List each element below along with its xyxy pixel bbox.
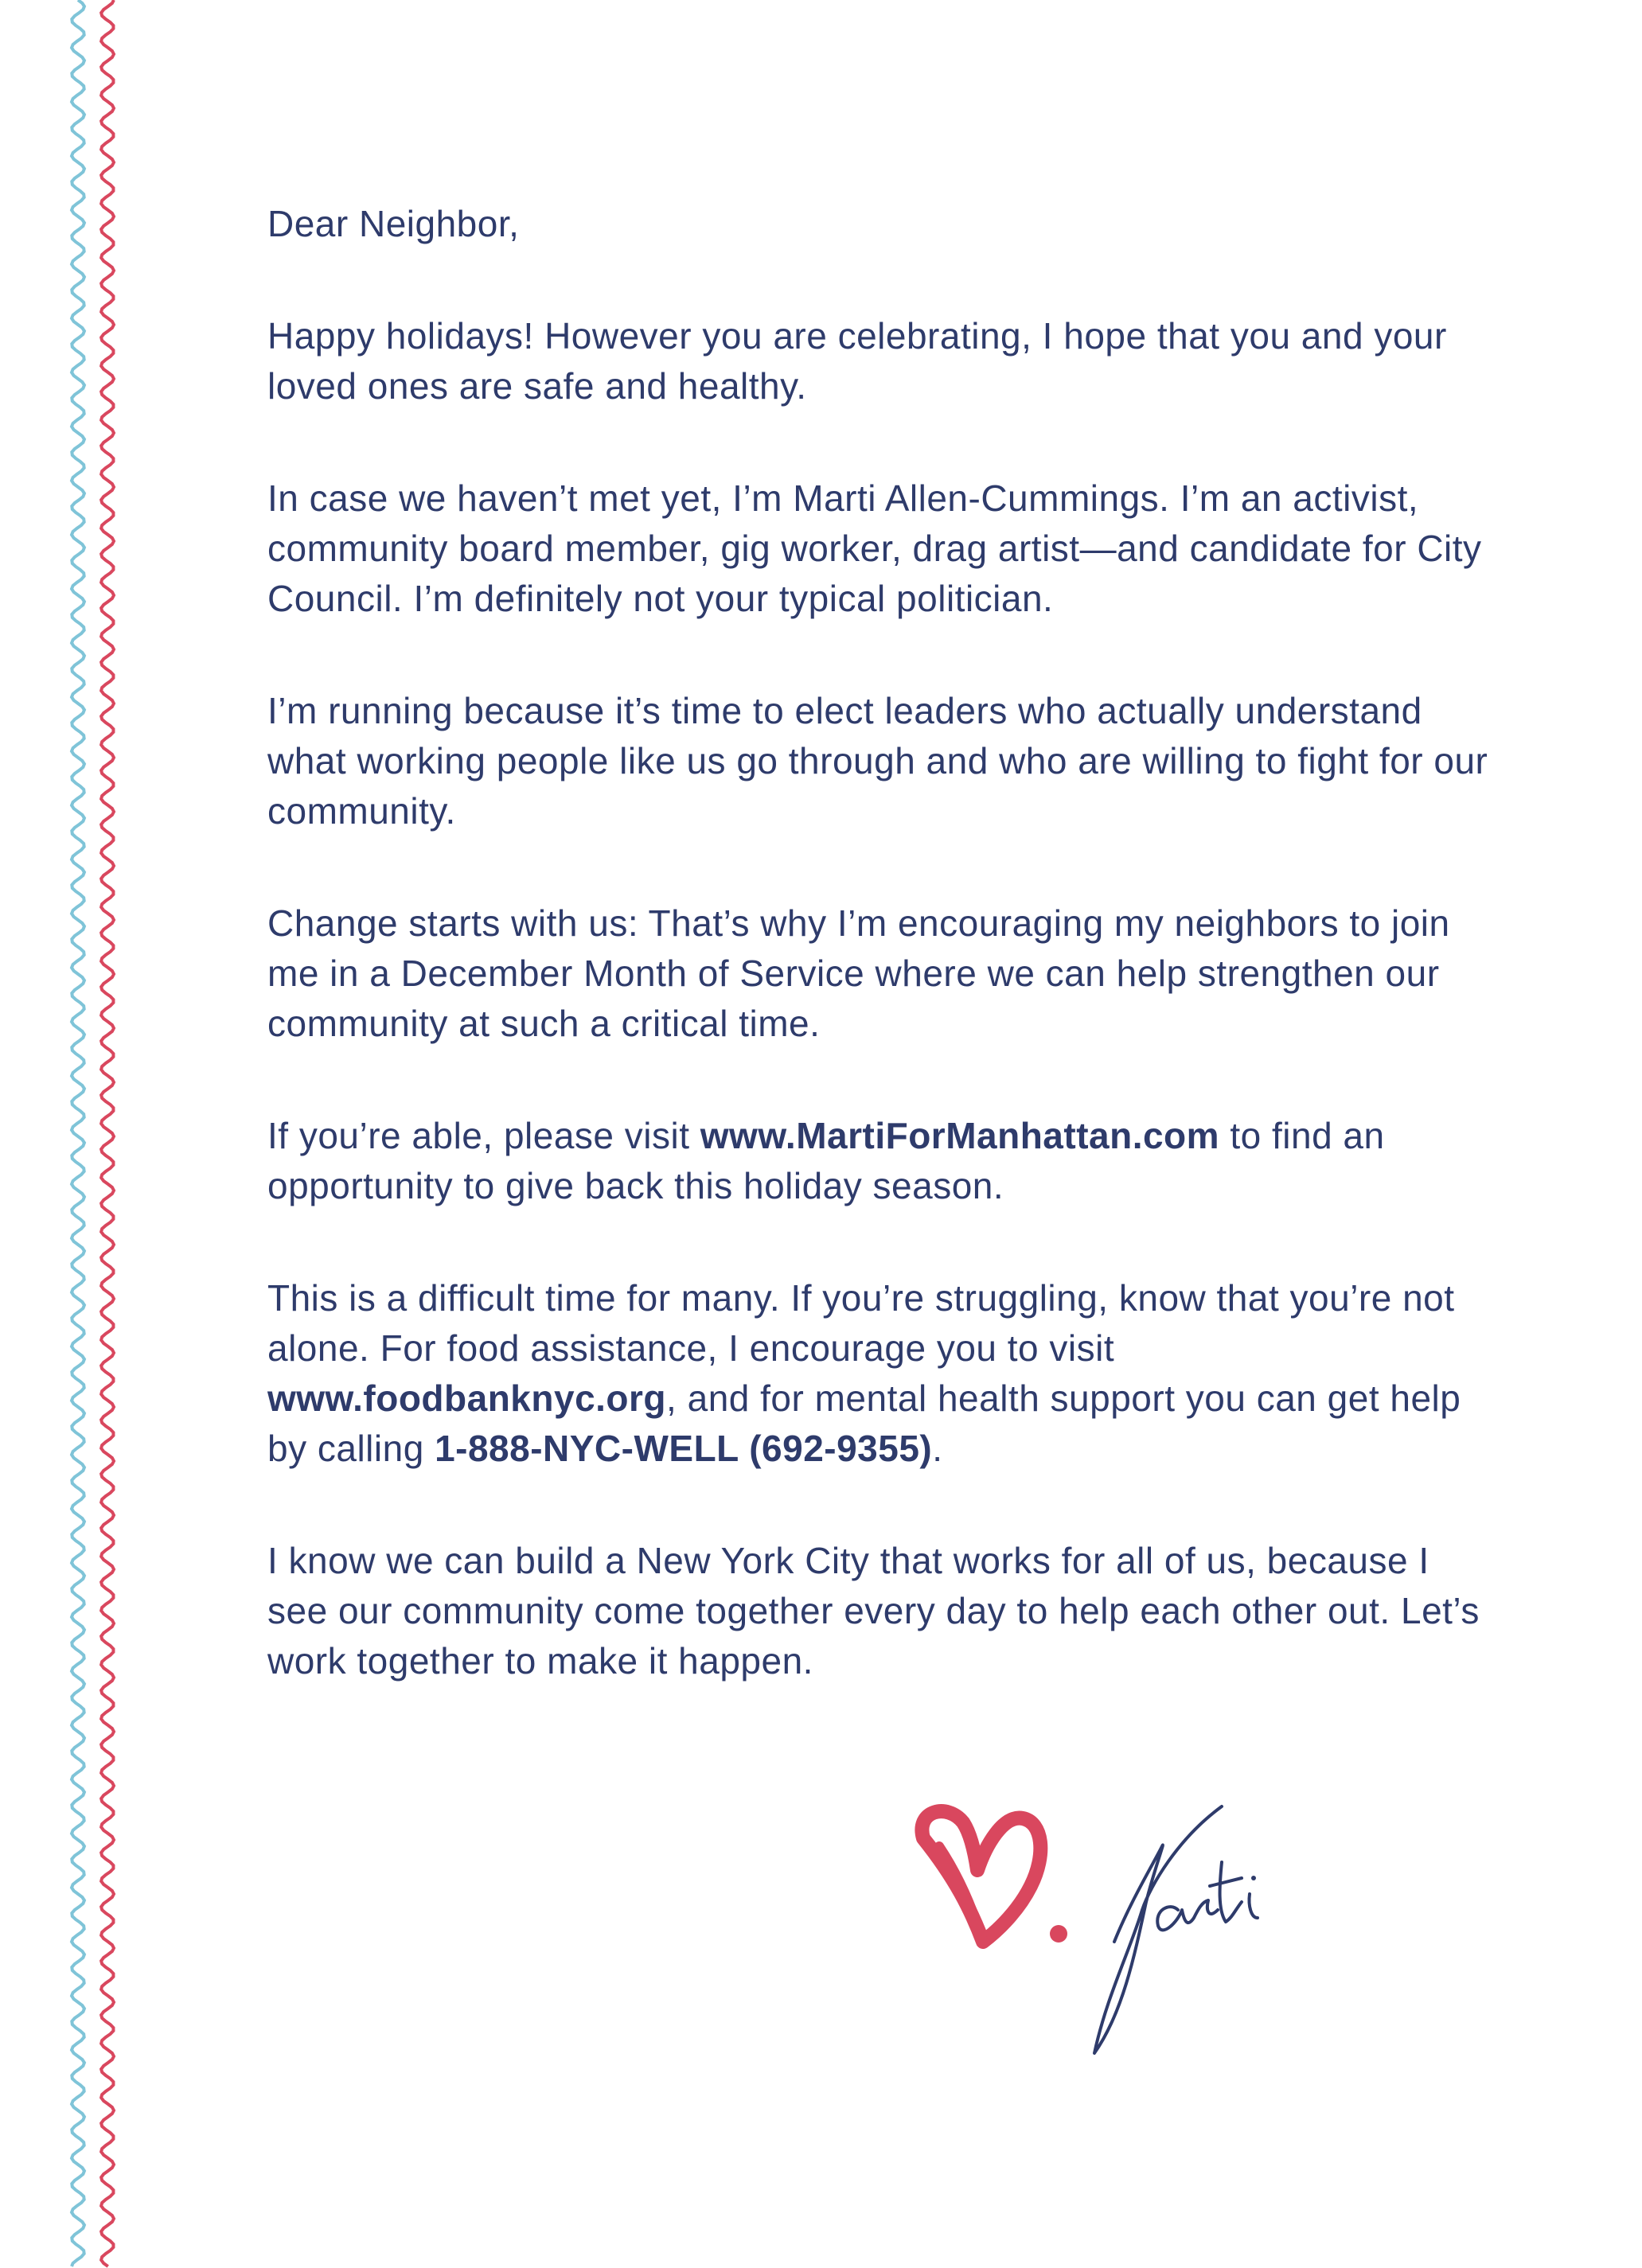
text: If you’re able, please visit xyxy=(267,1115,700,1156)
signature-block xyxy=(891,1791,1305,2149)
paragraph-introduction: In case we haven’t met yet, I’m Marti Allen-Cummings. I’m an activist, community board member, gig worker, drag artist—and candidate for City Council. I’m definitely not your typical politician. xyxy=(267,477,1482,619)
paragraph-assistance xyxy=(267,1273,1493,1474)
text: This is a difficult time for many. If you’re struggling, know that you’re not alone. For food assistance, I encourage you to visit xyxy=(267,1277,1455,1369)
text: . xyxy=(932,1428,943,1469)
paragraph-greeting: Happy holidays! However you are celebrating, I hope that you and your loved ones are safe and healthy. xyxy=(267,315,1447,407)
paragraph-why-running: I’m running because it’s time to elect leaders who actually understand what working people like us go through and who are willing to fight for our community. xyxy=(267,690,1488,832)
paragraph-closing: I know we can build a New York City that works for all of us, because I see our community come together every day to help each other out. Let’s work together to make it happen. xyxy=(267,1540,1480,1682)
blue-wave-line xyxy=(72,0,84,2266)
text: , and for mental health support you can get help by calling xyxy=(267,1378,1461,1469)
letter-body xyxy=(267,199,1493,1748)
foodbank-link[interactable]: www.foodbanknyc.org xyxy=(267,1378,667,1419)
wavy-border-decoration xyxy=(0,0,143,2268)
paragraph-visit-website xyxy=(267,1111,1493,1211)
nyc-well-phone[interactable]: 1-888-NYC-WELL (692-9355) xyxy=(435,1428,933,1469)
handwritten-signature xyxy=(1094,1806,1258,2053)
campaign-website-link[interactable]: www.MartiForManhattan.com xyxy=(700,1115,1220,1156)
salutation: Dear Neighbor, xyxy=(267,203,520,244)
red-wave-line xyxy=(101,0,114,2266)
text: to find an opportunity to give back this holiday season. xyxy=(267,1115,1385,1206)
heart-m-logo xyxy=(922,1811,1067,1943)
paragraph-month-of-service: Change starts with us: That’s why I’m encouraging my neighbors to join me in a December Month of Service where we can help strengthen our community at such a critical time. xyxy=(267,902,1450,1044)
